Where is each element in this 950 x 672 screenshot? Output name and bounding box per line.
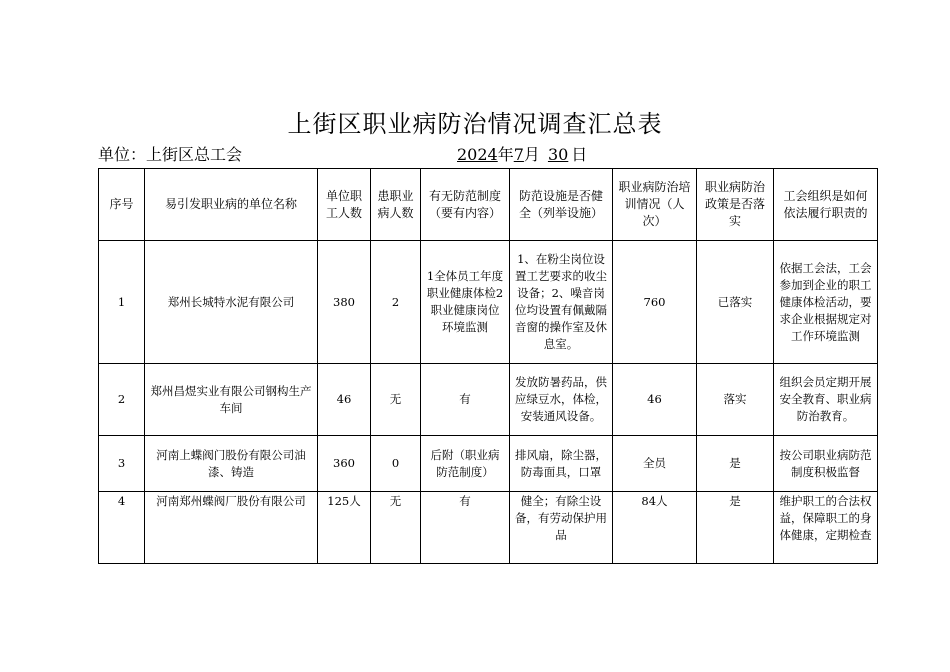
header-unit-name: 易引发职业病的单位名称 [145,169,318,241]
header-staff-count: 单位职工人数 [318,169,371,241]
cell-union-role: 按公司职业病防范制度积极监督 [774,436,878,492]
cell-unit-name: 河南郑州蝶阀厂股份有限公司 [145,492,318,564]
cell-unit-name: 郑州昌煜实业有限公司钢构生产车间 [145,364,318,436]
cell-staff-count: 360 [318,436,371,492]
date-month-label: 月 [523,145,540,164]
cell-facilities: 排风扇，除尘器，防毒面具，口罩 [510,436,613,492]
cell-patient-count: 无 [371,492,421,564]
header-prevention-system: 有无防范制度（要有内容） [421,169,510,241]
table-row [99,364,878,436]
header-facilities: 防范设施是否健全（列举设施） [510,169,613,241]
cell-training: 全员 [613,436,697,492]
cell-facilities: 发放防暑药品，供应绿豆水，体检，安装通风设备。 [510,364,613,436]
table-row [99,492,878,564]
cell-policy: 已落实 [697,241,774,364]
date-month: 7 [513,145,524,164]
date-day-label: 日 [571,145,588,164]
cell-training: 760 [613,241,697,364]
cell-prevention-system: 后附（职业病防范制度） [421,436,510,492]
date-year-label: 年 [497,145,514,164]
cell-unit-name: 河南上蝶阀门股份有限公司油漆、铸造 [145,436,318,492]
cell-prevention-system: 1全体员工年度职业健康体检2职业健康岗位环境监测 [421,241,510,364]
cell-training: 84人 [613,492,697,564]
page-title: 上街区职业病防治情况调查汇总表 [287,110,663,138]
date-year: 2024 [457,145,498,164]
header-row [99,169,878,241]
cell-patient-count: 0 [371,436,421,492]
cell-facilities: 1、在粉尘岗位设置工艺要求的收尘设备；2、噪音岗位均设置有佩戴隔音窗的操作室及休息室。 [510,241,613,364]
cell-union-role: 依据工会法，工会参加到企业的职工健康体检活动，要求企业根据规定对工作环境监测 [774,241,878,364]
cell-no: 3 [99,436,145,492]
header-training: 职业病防治培训情况（人次） [613,169,697,241]
unit-line: 单位：上街区总工会 [98,145,243,164]
cell-no: 2 [99,364,145,436]
cell-staff-count: 46 [318,364,371,436]
header-policy: 职业病防治政策是否落实 [697,169,774,241]
cell-patient-count: 2 [371,241,421,364]
cell-policy: 是 [697,492,774,564]
cell-staff-count: 125人 [318,492,371,564]
cell-patient-count: 无 [371,364,421,436]
table-row [99,241,878,364]
cell-policy: 是 [697,436,774,492]
cell-unit-name: 郑州长城特水泥有限公司 [145,241,318,364]
cell-policy: 落实 [697,364,774,436]
report-date [457,142,587,165]
table-row [99,436,878,492]
survey-table [98,168,878,564]
cell-staff-count: 380 [318,241,371,364]
date-day: 30 [547,145,569,164]
header-union-role: 工会组织是如何依法履行职责的 [774,169,878,241]
cell-prevention-system: 有 [421,364,510,436]
cell-no: 1 [99,241,145,364]
cell-facilities: 健全；有除尘设备，有劳动保护用品 [510,492,613,564]
cell-union-role: 组织会员定期开展安全教育、职业病防治教育。 [774,364,878,436]
cell-no: 4 [99,492,145,564]
cell-union-role: 维护职工的合法权益，保障职工的身体健康，定期检查 [774,492,878,564]
header-patient-count: 患职业病人数 [371,169,421,241]
header-no: 序号 [99,169,145,241]
cell-training: 46 [613,364,697,436]
cell-prevention-system: 有 [421,492,510,564]
